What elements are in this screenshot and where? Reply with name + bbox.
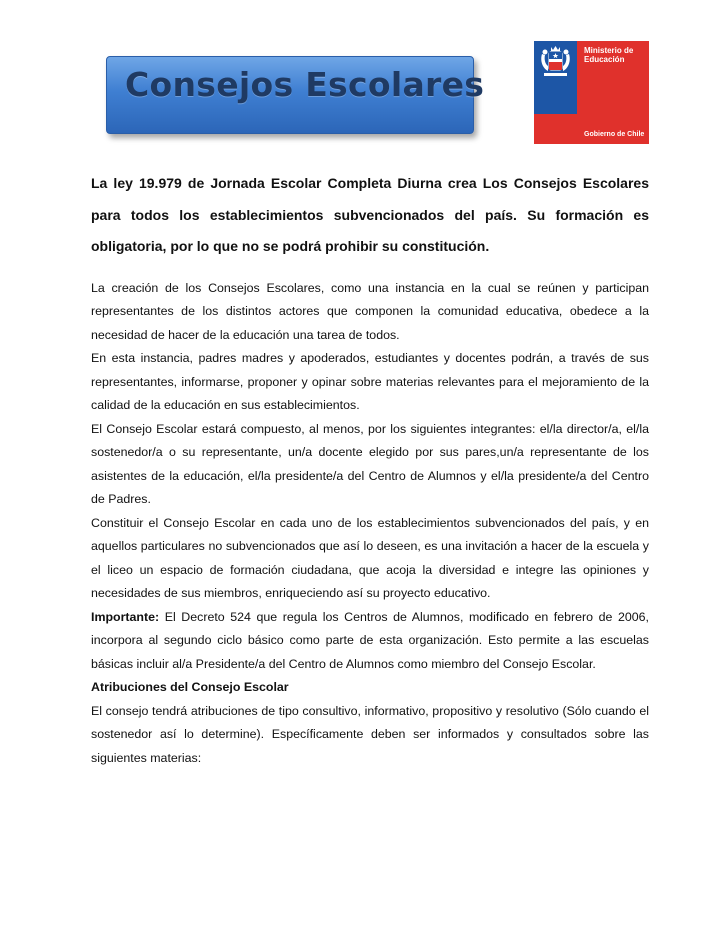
- paragraph-composition: El Consejo Escolar estará compuesto, al menos, por los siguientes integrantes: el/la director/a, el/la sostenedor/a o su representante, un/a docente elegido por sus pares,un/a representante de los asistentes de la educación, el/la presidente/a del Centro de Alumnos y el/la presidente/a del Centro de Padres.: [91, 421, 649, 506]
- document-body: [91, 168, 649, 770]
- intro-paragraph: La ley 19.979 de Jornada Escolar Completa Diurna crea Los Consejos Escolares para todos los establecimientos subvencionados del país. Su formación es obligatoria, por lo que no se podrá prohibir su constitución.: [91, 175, 649, 254]
- important-text: El Decreto 524 que regula los Centros de Alumnos, modificado en febrero de 2006, incorpora al segundo ciclo básico como parte de esta organización. Esto permite a las escuelas básicas incluir al/a Presidente/a del Centro de Alumnos como miembro del Consejo Escolar.: [91, 609, 649, 671]
- ministry-name: Ministerio de Educación: [584, 46, 634, 64]
- paragraph-constitution: Constituir el Consejo Escolar en cada uno de los establecimientos subvencionados del país, y en aquellos particulares no subvencionados que así lo deseen, es una invitación a hacer de la escuela y el liceo un espacio de formación ciudadana, que acoja la diversidad e integre las opiniones y necesidades de sus miembros, enriqueciendo así su proyecto educativo.: [91, 515, 649, 600]
- paragraph-creation: La creación de los Consejos Escolares, como una instancia en la cual se reúnen y participan representantes de los distintos actores que componen la comunidad educativa, obedece a la necesidad de hacer de la educación una tarea de todos.: [91, 280, 649, 342]
- important-label: Importante:: [91, 609, 160, 624]
- page-title: Consejos Escolares: [125, 65, 485, 104]
- paragraph-important: [91, 606, 649, 677]
- paragraph-instance: En esta instancia, padres madres y apoderados, estudiantes y docentes podrán, a través de sus representantes, informarse, proponer y opinar sobre materias relevantes para el mejoramiento de la calidad de la educación en sus establecimientos.: [91, 351, 649, 412]
- government-name: Gobierno de Chile: [584, 131, 645, 138]
- section-heading-attributions: Atribuciones del Consejo Escolar: [91, 680, 289, 694]
- ministry-logo: [534, 41, 649, 144]
- title-banner: [106, 56, 485, 134]
- coat-of-arms-icon: [536, 44, 575, 82]
- paragraph-attributions: El consejo tendrá atribuciones de tipo consultivo, informativo, propositivo y resolutivo (Sólo cuando el sostenedor así lo determine). Específicamente deben ser informados y consultados sobre las siguientes materias:: [91, 703, 649, 765]
- logo-red-stripe: [534, 114, 577, 144]
